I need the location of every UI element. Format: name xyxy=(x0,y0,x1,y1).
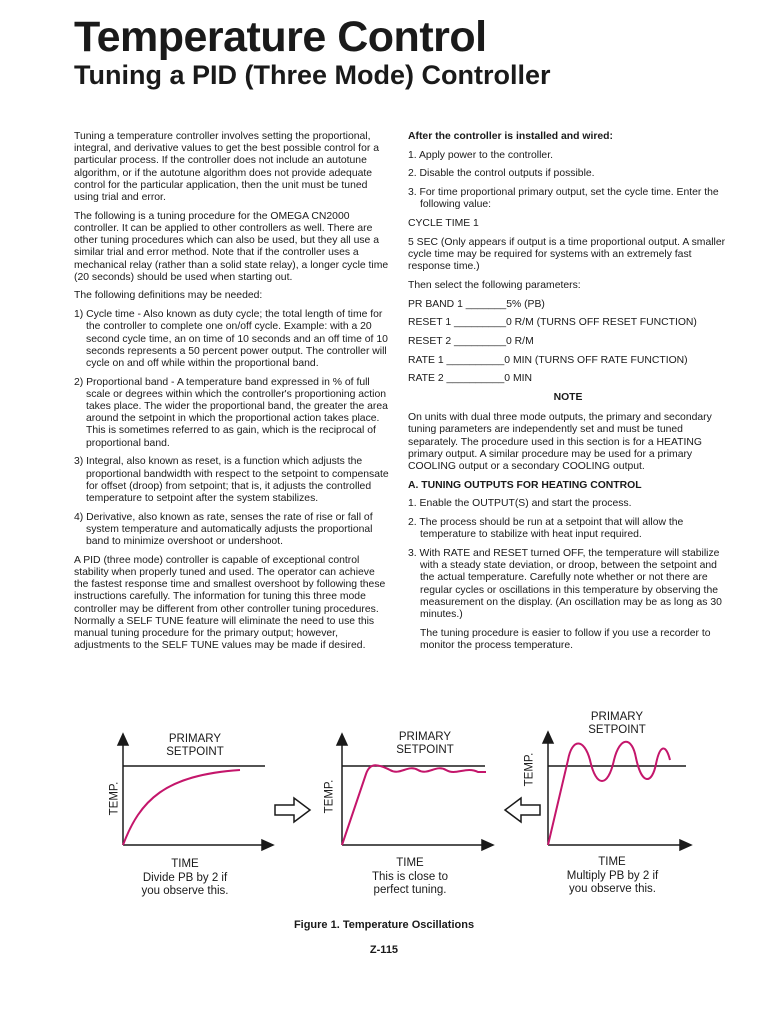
note-text: On units with dual three mode outputs, the primary and secondary tuning parameters are independently set and must be tuned separately. The procedure used in this section is for a HEATING primary output. A similar procedure may be used for a primary COOLING output or a secondary COOLING output. xyxy=(408,412,712,473)
setpoint-label-line: PRIMARY xyxy=(168,733,222,745)
description-line: This is close to xyxy=(371,871,449,883)
tuning-steps xyxy=(408,498,728,621)
procedure-paragraph: The following is a tuning procedure for the OMEGA CN2000 controller. It can be applied to other controllers as well. There are other tuning procedures which can also be used, but they all use a similar trial and error method. Note that if the controller uses a mechanical relay (rather than a solid state relay), a longer cycle time (20 seconds) should be used when starting out. xyxy=(74,210,389,283)
definitions-intro: The following definitions may be needed: xyxy=(74,290,263,302)
left-column xyxy=(74,131,392,659)
graph-2-setpoint-label xyxy=(380,731,470,757)
step-item: 3. For time proportional primary output, set the cycle time. Enter the following value: xyxy=(408,187,719,211)
right-arrow-icon xyxy=(275,798,310,822)
definition-item: 1) Cycle time - Also known as duty cycle; the total length of time for the controller to complete one on/off cycle. Example: with a 20 second cycle time, an on time of 10 seconds and an off time of 10 seconds represents a 50 percent power output. The controller will cycle on and off while within the proportional band. xyxy=(74,309,388,369)
cycle-time-note: 5 SEC (Only appears if output is a time proportional output. A smaller cycle time may be required for systems with an extremely fast response time.) xyxy=(408,236,726,273)
graph-3-x-arrow xyxy=(680,840,691,850)
setpoint-label-line: PRIMARY xyxy=(590,711,644,723)
graph-3-description xyxy=(545,870,680,896)
graph-3-setpoint-label xyxy=(572,711,662,737)
step-item: 1. Apply power to the controller. xyxy=(408,149,553,161)
param-line: RATE 1 __________0 MIN (TURNS OFF RATE FUNCTION) xyxy=(408,354,688,366)
graph-1-x-arrow xyxy=(262,840,273,850)
graph-3-y-arrow xyxy=(543,732,553,743)
step-item: 2. Disable the control outputs if possible. xyxy=(408,168,595,180)
tuning-step-item: 3. With RATE and RESET turned OFF, the temperature will stabilize with a steady state deviation, or droop, between the setpoint and the actual temperature. Carefully note whether or not there are regular cycles or oscillations in this temperature by observing the measurement on the display. (An oscillation may be as long as 30 minutes.) xyxy=(408,548,722,621)
graph-2-y-label: TEMP. xyxy=(323,779,336,814)
page-number: Z-115 xyxy=(369,944,399,956)
graph-1-y-label: TEMP. xyxy=(108,781,121,816)
figure-caption: Figure 1. Temperature Oscillations xyxy=(293,919,475,931)
tuning-step-item: 1. Enable the OUTPUT(S) and start the process. xyxy=(408,498,632,510)
cycle-time-label: CYCLE TIME 1 xyxy=(408,218,479,230)
graph-1-y-arrow xyxy=(118,734,128,745)
graph-2-curve xyxy=(342,765,486,845)
intro-paragraph: Tuning a temperature controller involves setting the proportional, integral, and derivative values to get the best possible control for a particular process. If the controller does not include an autotune algorithm, or if the autotune algorithm does not provide adequate control for the particular application, then the unit must be tuned using trial and error. xyxy=(74,131,379,204)
graph-3-x-label: TIME xyxy=(598,856,626,868)
note-header: NOTE xyxy=(553,392,583,404)
definition-item: 3) Integral, also known as reset, is a function which adjusts the proportional bandwidth with respect to the setpoint to compensate for offset (droop) from setpoint; that is, it adjusts the controlled temperature to setpoint after the system stabilizes. xyxy=(74,456,389,504)
graph-2-x-arrow xyxy=(482,840,493,850)
graph-1-curve xyxy=(123,770,240,845)
graph-1-description xyxy=(120,872,250,898)
description-line: Divide PB by 2 if xyxy=(142,872,228,884)
definition-item: 2) Proportional band - A temperature band expressed in % of full scale or degrees within which the controller's proportioning action takes place. The wider the proportional band, the greater the area around the setpoint in which the proportional action takes place. This is sometimes referred to as gain, which is the reciprocal of proportional band. xyxy=(74,376,388,449)
tuning-note: The tuning procedure is easier to follow if you use a recorder to monitor the process temperature. xyxy=(420,627,711,651)
definition-item: 4) Derivative, also known as rate, senses the rate of rise or fall of system temperature and automatically adjusts the proportional band to minimize overshoot or undershoot. xyxy=(74,511,373,548)
section-a-header: A. TUNING OUTPUTS FOR HEATING CONTROL xyxy=(408,479,642,491)
setpoint-label-line: SETPOINT xyxy=(588,724,646,736)
description-line: you observe this. xyxy=(141,885,229,897)
params-intro: Then select the following parameters: xyxy=(408,279,581,291)
setpoint-label-line: SETPOINT xyxy=(396,744,454,756)
param-line: RATE 2 __________0 MIN xyxy=(408,373,532,385)
graph-2-y-arrow xyxy=(337,734,347,745)
description-line: perfect tuning. xyxy=(373,884,447,896)
param-line: RESET 2 _________0 R/M xyxy=(408,335,534,347)
install-header: After the controller is installed and wired: xyxy=(408,131,613,142)
page-title: Temperature Control xyxy=(74,13,487,61)
graph-2-x-label: TIME xyxy=(396,857,424,869)
description-line: Multiply PB by 2 if xyxy=(566,870,659,882)
graph-2-description xyxy=(345,871,475,897)
pid-paragraph: A PID (three mode) controller is capable of exceptional control stability when properly tuned and used. The operator can achieve the fastest response time and smallest overshoot by following these instructions carefully. The information for tuning this three mode controller may be different from other controller tuning procedures. Normally a SELF TUNE feature will eliminate the need to use this manual tuning procedure for the primary output; however, adjustments to the SELF TUNE values may be made if desired. xyxy=(74,554,386,652)
graph-1-x-label: TIME xyxy=(171,858,199,870)
tuning-step-item: 2. The process should be run at a setpoint that will allow the temperature to stabilize with heat input required. xyxy=(408,517,684,541)
setpoint-label-line: PRIMARY xyxy=(398,731,452,743)
graph-3-y-label: TEMP. xyxy=(523,752,536,787)
graph-3-curve xyxy=(548,742,670,845)
setpoint-label-line: SETPOINT xyxy=(166,746,224,758)
graph-1-setpoint-label xyxy=(150,733,240,759)
page-subtitle: Tuning a PID (Three Mode) Controller xyxy=(74,60,551,90)
description-line: you observe this. xyxy=(569,883,656,895)
install-steps xyxy=(408,150,728,212)
left-arrow-icon xyxy=(505,798,540,822)
param-line: RESET 1 _________0 R/M (TURNS OFF RESET FUNCTION) xyxy=(408,317,697,329)
param-line: PR BAND 1 _______5% (PB) xyxy=(408,298,545,310)
right-column xyxy=(408,131,728,659)
definitions-list xyxy=(74,309,392,548)
